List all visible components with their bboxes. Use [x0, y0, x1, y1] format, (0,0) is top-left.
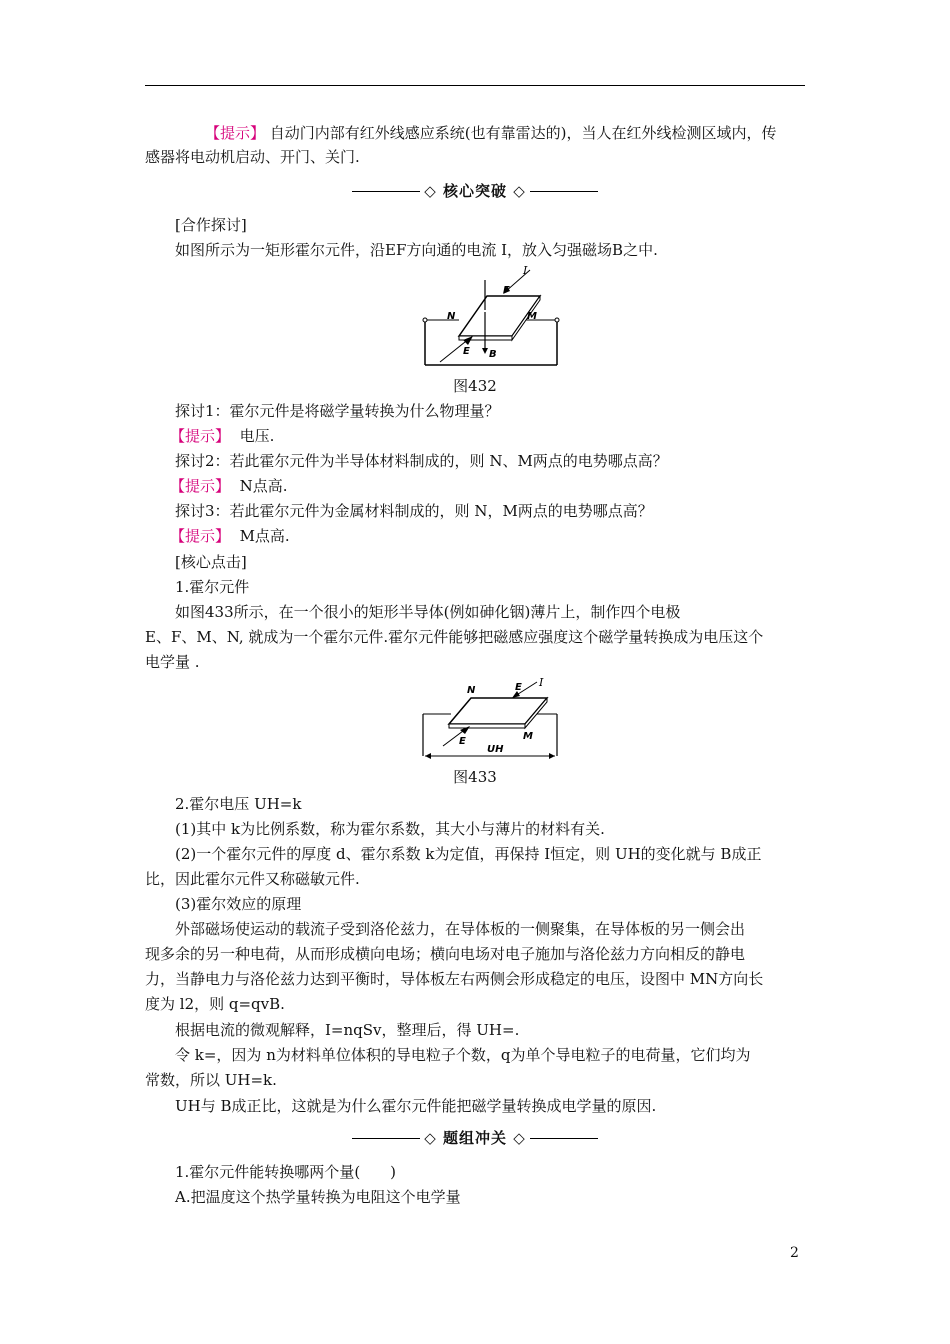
intro-line2: 感器将电动机启动、开门、关门. [145, 148, 360, 166]
option-a: A.把温度这个热学量转换为电阻这个电学量 [175, 1188, 461, 1206]
answer-1: 【提示】 电压. [170, 427, 275, 445]
exercise-1: 1.霍尔元件能转换哪两个量( ) [175, 1163, 397, 1181]
fig1-label-e: E [463, 346, 470, 357]
dash-left [352, 191, 420, 192]
fig2-label-n: N [467, 685, 476, 696]
answer-3: 【提示】 M点高. [170, 527, 290, 545]
fig1-label-m: M [527, 311, 537, 322]
fig1-label-b: B [489, 349, 497, 360]
paragraph-2-line2: 现多余的另一种电荷，从而形成横向电场；横向电场对电子施加与洛伦兹力方向相反的静电 [145, 945, 746, 963]
paragraph-3: 根据电流的微观解释，I=nqSv，整理后，得 UH=. [175, 1021, 520, 1039]
intro-hint: 【提示】 自动门内部有红外线感应系统(也有靠雷达的)，当人在红外线检测区域内，传 [145, 122, 805, 144]
answer-2: 【提示】 N点高. [170, 477, 288, 495]
fig2-label-uh: UH [487, 744, 504, 755]
item-3: (3)霍尔效应的原理 [175, 895, 302, 913]
dash-left [352, 1138, 420, 1139]
question-3: 探讨3：若此霍尔元件为金属材料制成的，则 N，M两点的电势哪点高？ [175, 502, 653, 520]
heading-hall-voltage: 2.霍尔电压 UH=k [175, 795, 302, 813]
paragraph-1-line3: 电学量 . [145, 653, 200, 671]
fig2-label-m: M [523, 731, 533, 742]
heading-hall-element: 1.霍尔元件 [175, 578, 250, 596]
paragraph-4-line2: 常数，所以 UH=k. [145, 1071, 277, 1089]
dash-right [530, 191, 598, 192]
page-number: 2 [790, 1245, 799, 1261]
paragraph-5: UH与 B成正比，这就是为什么霍尔元件能把磁学量转换成电学量的原因. [175, 1097, 657, 1115]
figure-432 [415, 262, 565, 370]
header-rule [145, 85, 805, 86]
fig1-label-n: N [447, 311, 456, 322]
paragraph-2-line1: 外部磁场使运动的载流子受到洛伦兹力，在导体板的一侧聚集，在导体板的另一侧会出 [175, 920, 746, 938]
paragraph-1-line2: E、F、M、N, 就成为一个霍尔元件.霍尔元件能够把磁感应强度这个磁学量转换成为电压这个 [145, 628, 764, 646]
cooperate-heading: [合作探讨] [175, 216, 247, 234]
fig1-label-i: I [523, 264, 528, 277]
fig1-label-f: F [503, 285, 510, 296]
item-2-line1: (2)一个霍尔元件的厚度 d、霍尔系数 k为定值，再保持 I恒定，则 UH的变化就与 B成正 [175, 845, 762, 863]
item-2-line2: 比，因此霍尔元件又称磁敏元件. [145, 870, 360, 888]
section-heading-exercises: ◇ 题组冲关 ◇ [145, 1127, 805, 1148]
fig2-label-e-top: E [515, 682, 522, 693]
figure-433 [415, 676, 565, 764]
question-2: 探讨2：若此霍尔元件为半导体材料制成的，则 N、M两点的电势哪点高？ [175, 452, 668, 470]
section-heading-core: ◇ 核心突破 ◇ [145, 180, 805, 201]
fig2-label-i: I [539, 676, 544, 689]
paragraph-2-line3: 力，当静电力与洛伦兹力达到平衡时，导体板左右两侧会形成稳定的电压，设图中 MN方向长 [145, 970, 764, 988]
figure-432-caption: 图432 [453, 377, 497, 395]
dash-right [530, 1138, 598, 1139]
question-1: 探讨1：霍尔元件是将磁学量转换为什么物理量？ [175, 402, 500, 420]
hint-label: 【提示】 [205, 124, 266, 142]
core-heading: [核心点击] [175, 553, 247, 571]
fig2-label-e: E [459, 736, 466, 747]
paragraph-4-line1: 令 k=，因为 n为材料单位体积的导电粒子个数，q为单个导电粒子的电荷量，它们均为 [175, 1046, 751, 1064]
figure-intro: 如图所示为一矩形霍尔元件，沿EF方向通的电流 I，放入匀强磁场B之中. [175, 241, 658, 259]
paragraph-1-line1: 如图433所示，在一个很小的矩形半导体(例如砷化铟)薄片上，制作四个电极 [175, 603, 681, 621]
item-1: (1)其中 k为比例系数，称为霍尔系数，其大小与薄片的材料有关. [175, 820, 605, 838]
figure-433-caption: 图433 [453, 768, 497, 786]
paragraph-2-line4: 度为 l2，则 q=qvB. [145, 995, 285, 1013]
